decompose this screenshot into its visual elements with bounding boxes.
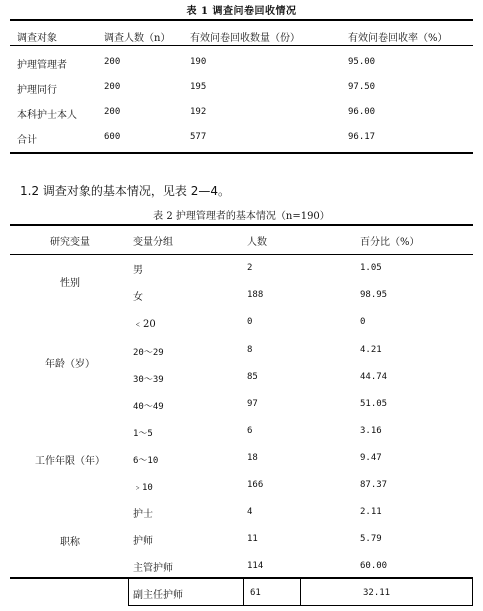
- percent-value: 2.11: [360, 507, 382, 517]
- percent-value: 4.21: [360, 345, 382, 355]
- row-value: 600: [104, 132, 121, 142]
- row-value: 577: [190, 132, 207, 142]
- count-value: 61: [250, 588, 261, 598]
- count-value: 11: [247, 534, 258, 544]
- table1-header-cell: 有效问卷回收数量（份）: [190, 33, 300, 44]
- table2-bottom-rule: [10, 577, 473, 579]
- percent-value: 3.16: [360, 426, 382, 436]
- table1-top-rule: [10, 19, 473, 21]
- group-label: ﹤20: [133, 319, 156, 330]
- row-value: 192: [190, 107, 207, 117]
- count-value: 6: [247, 426, 253, 436]
- group-label: 男: [133, 265, 143, 276]
- cell-divider: [300, 579, 301, 605]
- section-heading: 1.2 调查对象的基本情况，见表 2—4。: [20, 184, 230, 198]
- cell-divider: [128, 579, 129, 605]
- group-label: 20～29: [133, 348, 164, 358]
- row-value: 200: [104, 82, 121, 92]
- table2-header-cell: 人数: [247, 237, 267, 248]
- group-label: 护士: [133, 509, 153, 520]
- count-value: 114: [247, 561, 264, 571]
- variable-label-title: 职称: [60, 537, 80, 548]
- group-label: 副主任护师: [133, 590, 183, 601]
- percent-value: 98.95: [360, 290, 388, 300]
- count-value: 4: [247, 507, 253, 517]
- percent-value: 44.74: [360, 372, 388, 382]
- row-value: 200: [104, 57, 121, 67]
- percent-value: 1.05: [360, 263, 382, 273]
- row-value: 190: [190, 57, 207, 67]
- count-value: 85: [247, 372, 258, 382]
- group-label: 40～49: [133, 402, 164, 412]
- table1-caption: 表 1 调查问卷回收情况: [186, 6, 297, 17]
- percent-value: 5.79: [360, 534, 382, 544]
- table1-bottom-rule: [10, 152, 473, 154]
- count-value: 97: [247, 399, 258, 409]
- count-value: 166: [247, 480, 264, 490]
- row-value: 195: [190, 82, 207, 92]
- group-label: 主管护师: [133, 563, 173, 574]
- variable-label-work-years: 工作年限（年）: [35, 456, 105, 467]
- row-label: 护理管理者: [17, 60, 67, 71]
- count-value: 0: [247, 317, 253, 327]
- count-value: 2: [247, 263, 253, 273]
- row-label: 合计: [17, 135, 37, 146]
- table2-header-rule: [10, 254, 473, 255]
- percent-value: 0: [360, 317, 366, 327]
- cell-divider: [472, 579, 473, 605]
- count-value: 18: [247, 453, 258, 463]
- group-label: 护师: [133, 536, 153, 547]
- count-value: 8: [247, 345, 253, 355]
- variable-label-gender: 性别: [60, 278, 80, 289]
- group-label: 30～39: [133, 375, 164, 385]
- table1-header-cell: 有效问卷回收率（%）: [348, 33, 448, 44]
- variable-label-age: 年龄（岁）: [45, 359, 95, 370]
- continued-row-rule: [128, 605, 473, 606]
- percent-value: 51.05: [360, 399, 388, 409]
- table2-header-cell: 百分比（%）: [360, 237, 420, 248]
- table1-header-rule: [10, 45, 473, 46]
- table2-header-cell: 研究变量: [50, 237, 90, 248]
- group-label: 6～10: [133, 456, 159, 466]
- table2-header-cell: 变量分组: [133, 237, 173, 248]
- row-label: 护理同行: [17, 85, 57, 96]
- row-value: 95.00: [348, 57, 376, 67]
- percent-value: 60.00: [360, 561, 388, 571]
- group-label: 女: [133, 292, 143, 303]
- table2-top-rule: [10, 224, 473, 226]
- group-label: ﹥10: [133, 483, 153, 493]
- row-label: 本科护士本人: [17, 110, 77, 121]
- group-label: 1～5: [133, 429, 153, 439]
- row-value: 97.50: [348, 82, 376, 92]
- count-value: 188: [247, 290, 264, 300]
- table1-header-cell: 调查对象: [17, 33, 57, 44]
- table2-caption: 表 2 护理管理者的基本情况（n=190）: [153, 211, 330, 222]
- row-value: 96.17: [348, 132, 376, 142]
- percent-value: 32.11: [363, 588, 391, 598]
- percent-value: 87.37: [360, 480, 388, 490]
- table1-header-cell: 调查人数（n）: [104, 33, 171, 44]
- row-value: 200: [104, 107, 121, 117]
- percent-value: 9.47: [360, 453, 382, 463]
- cell-divider: [243, 579, 244, 605]
- row-value: 96.00: [348, 107, 376, 117]
